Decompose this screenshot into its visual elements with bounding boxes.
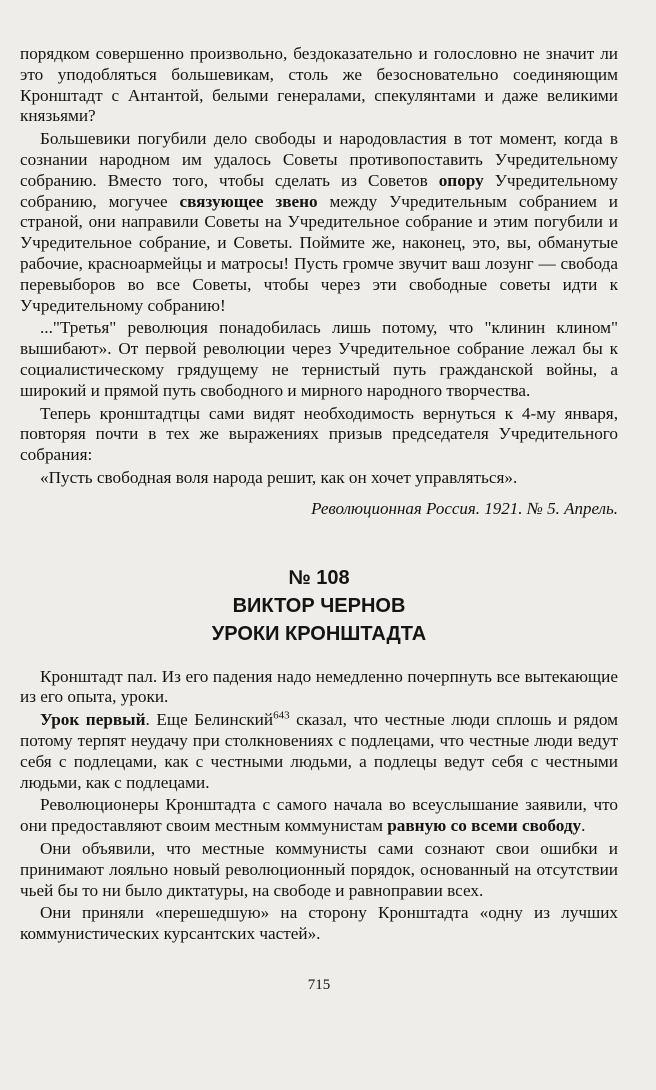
page-number: 715 — [307, 976, 331, 993]
paragraph-text: . — [581, 816, 586, 836]
paragraph-text: Учредительному собранию, могучее — [20, 170, 618, 211]
source-citation: Революционная Россия. 1921. № 5. Апрель. — [311, 498, 618, 518]
paragraph-quote: «Пусть свободная воля народа решит, как он хочет управляться». — [40, 467, 518, 487]
paragraph-continuation: порядком совершенно произвольно, бездоказательно и голословно не значит ли это уподобляться большевикам, столь же безосновательно соединяющим Кронштадт с Антантой, белыми генералами, спекулянтами и даже великими князьями? — [20, 44, 618, 126]
bold-emphasis: связующее звено — [179, 191, 318, 211]
bold-emphasis: опору — [438, 170, 484, 190]
paragraph-kronstadt-fell: Кронштадт пал. Из его падения надо немедленно почерпнуть все вытекающие из его опыта, уроки. — [20, 666, 618, 707]
paragraph-revolutionaries — [20, 795, 618, 837]
document-author: ВИКТОР ЧЕРНОВ — [232, 594, 406, 617]
paragraph-accepted: Они приняли «перешедшую» на сторону Кронштадта «одну из лучших коммунистических курсантских частей». — [20, 903, 618, 944]
document-number: № 108 — [288, 566, 350, 589]
paragraph-text: между Учредительным собранием и страной, они направили Советы на Учредительное собрание и этим погубили и Учредительное собрание, и Советы. Поймите же, наконец, это, вы, обманутые рабочие, красноармейцы и матросы! Пусть громче звучит ваш лозунг — свобода перевыборов во все Советы, чтобы через эти свободные советы идти к Учредительному собранию! — [20, 191, 619, 315]
paragraph-kronstadters: Теперь кронштадтцы сами видят необходимость вернуться к 4-му января, повторяя почти в тех же выражениях призыв председателя Учредительного собрания: — [20, 403, 618, 465]
paragraph-announced: Они объявили, что местные коммунисты сами сознают свои ошибки и принимают лояльно новый революционный порядок, основанный на отсутствии чьей бы то ни было диктатуры, на свободе и равноправии всех. — [20, 838, 618, 900]
paragraph-text: Большевики погубили дело свободы и народовластия в тот момент, когда в сознании народном им удалось Советы противопоставить Учредительному собранию. Вместо того, чтобы сделать из Советов — [20, 129, 618, 190]
paragraph-lesson-one — [20, 710, 618, 793]
bold-emphasis: равную со всеми свободу — [387, 816, 582, 836]
paragraph-text: сказал, что честные люди сплошь и рядом потому терпят неудачу при столкновениях с подлецами, что честные люди ведут себя с подлецами, как с честными людьми, а подлецы ведут себя с честными людьми, как с подлецами. — [20, 710, 618, 792]
document-title: УРОКИ КРОНШТАДТА — [211, 622, 427, 645]
paragraph-bolsheviks — [20, 129, 618, 316]
paragraph-third-revolution: ..."Третья" революция понадобилась лишь потому, что "клинин клином" вышибают». От первой революции через Учредительное собрание лежал бы к социалистическому грядущему не тернистый путь гражданской войны, а широкий и прямой путь свободного и мирного народного творчества. — [20, 318, 618, 400]
footnote-marker: 643 — [273, 709, 290, 722]
paragraph-text: Революционеры Кронштадта с самого начала во всеуслышание заявили, что они предоставляют своим местным коммунистам — [20, 795, 618, 836]
paragraph-text: . Еще Белинский — [145, 710, 274, 730]
bold-emphasis: Урок первый — [40, 710, 146, 730]
